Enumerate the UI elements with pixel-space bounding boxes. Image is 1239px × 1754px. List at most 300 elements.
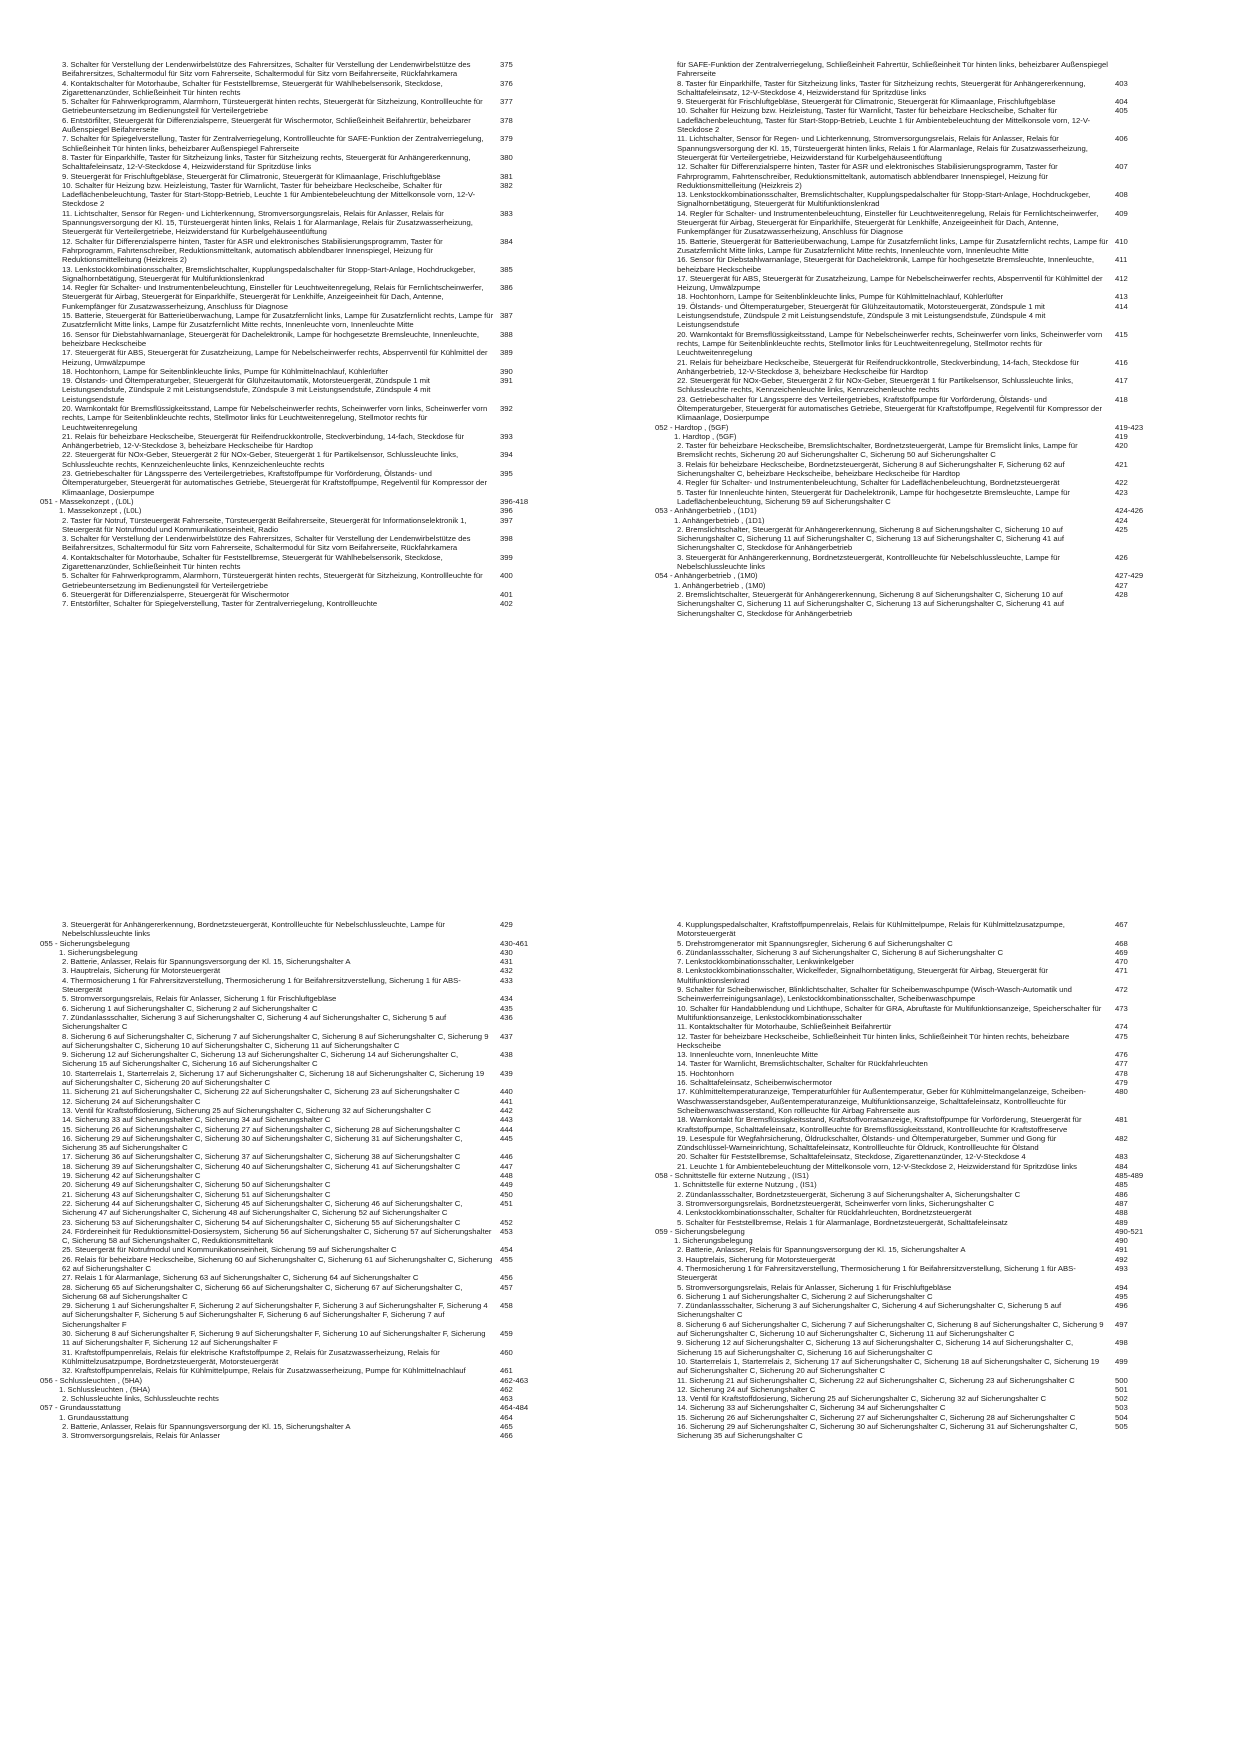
index-entry-row <box>655 1180 1201 1189</box>
index-entry-row <box>40 994 586 1003</box>
index-entry-row <box>40 265 586 284</box>
entry-text: 055 - Sicherungsbelegung <box>40 938 130 948</box>
entry-text: 2. Bremslichtschalter, Steuergerät für Anhängererkennung, Sicherung 8 auf Sicherungshalter C, Sicherung 10 auf Sicherungshalter C, Sicherung 11 auf Sicherungshalter C, Sicherung 13 auf Sicherungshalter C, Sicherung 41 auf Sicherungshalter C, Steckdose für Anhängerbetrieb <box>677 524 1065 553</box>
entry-text: 2. Batterie, Anlasser, Relais für Spannungsversorgung der Kl. 15, Sicherungshalter A <box>677 1245 966 1255</box>
index-entry-row <box>40 920 586 939</box>
entry-page-number: 451 <box>500 1198 513 1208</box>
entry-text: 2. Batterie, Anlasser, Relais für Spannungsversorgung der Kl. 15, Sicherungshalter A <box>62 957 351 967</box>
entry-page-number: 406 <box>1115 134 1128 144</box>
entry-page-number: 473 <box>1115 1003 1128 1013</box>
entry-page-number: 417 <box>1115 376 1128 386</box>
entry-text: 13. Innenleuchte vorn, Innenleuchte Mitte <box>677 1050 819 1060</box>
section-heading-row <box>655 506 1201 515</box>
entry-page-number: 429 <box>500 920 513 929</box>
entry-text: 13. Ventil für Kraftstoffdosierung, Sicherung 25 auf Sicherungshalter C, Sicherung 32 auf Sicherungshalter C <box>677 1394 1047 1404</box>
entry-text: 5. Drehstromgenerator mit Spannungsregler, Sicherung 6 auf Sicherungshalter C <box>677 938 953 948</box>
index-entry-row <box>655 590 1201 618</box>
index-entry-row <box>40 181 586 209</box>
entry-text: 20. Warnkontakt für Bremsflüssigkeitsstand, Lampe für Nebelscheinwerfer rechts, Scheinwerfer vorn links, Scheinwerfer vorn rechts, Lampe für Seitenblinkleuchte rechts, Stellmotor links für Leuchtweitenregelung, Stellmotor rechts für Leuchtweitenregelung <box>62 403 488 432</box>
entry-text: 16. Sicherung 29 auf Sicherungshalter C, Sicherung 30 auf Sicherungshalter C, Sicherung 31 auf Sicherungshalter C, Sicherung 35 auf Sicherungshalter C <box>62 1133 463 1153</box>
entry-page-number: 446 <box>500 1152 513 1162</box>
section-heading-row <box>655 1171 1201 1180</box>
index-entry-row <box>40 1180 586 1189</box>
index-entry-row <box>40 311 586 330</box>
entry-page-number: 497 <box>1115 1319 1128 1329</box>
index-entry-row <box>40 1069 586 1088</box>
entry-page-number: 471 <box>1115 966 1128 976</box>
entry-text: 9. Sicherung 12 auf Sicherungshalter C, Sicherung 13 auf Sicherungshalter C, Sicherung 14 auf Sicherungshalter C, Sicherung 15 auf Sicherungshalter C, Sicherung 16 auf Sicherungshalter C <box>677 1338 1074 1357</box>
entry-page-number: 447 <box>500 1161 513 1171</box>
entry-text: 059 - Sicherungsbelegung <box>655 1226 745 1236</box>
entry-text: 29. Sicherung 1 auf Sicherungshalter F, Sicherung 2 auf Sicherungshalter F, Sicherung 3 auf Sicherungshalter F, Sicherung 4 auf Sicherungshalter F, Sicherung 5 auf Sicherungshalter F, Sicherung 6 auf Sicherungshalter F, Sicherung 7 auf Sicherungshalter F <box>62 1301 488 1329</box>
entry-page-number: 472 <box>1115 985 1128 995</box>
entry-page-number: 456 <box>500 1273 513 1283</box>
index-entry-row <box>40 330 586 349</box>
entry-text: 4. Lenkstockkombinationsschalter, Schalter für Rückfahrleuchten, Bordnetzsteuergerät <box>677 1208 972 1218</box>
entry-text: 6. Zündanlassschalter, Sicherung 3 auf Sicherungshalter C, Sicherung 8 auf Sicherungshalter C <box>677 947 1004 957</box>
entry-page-number: 420 <box>1115 441 1128 451</box>
index-entry-row <box>40 1152 586 1161</box>
index-entry-row <box>40 1013 586 1032</box>
entry-page-number: 393 <box>500 431 513 441</box>
entry-text: 2. Schlussleuchte links, Schlussleuchte rechts <box>62 1394 219 1404</box>
index-entry-row <box>40 534 586 553</box>
entry-page-number: 414 <box>1115 301 1128 311</box>
index-entry-row <box>655 1022 1201 1031</box>
index-entry-row <box>40 1385 586 1394</box>
entry-page-number: 486 <box>1115 1189 1128 1199</box>
entry-text: 053 - Anhängerbetrieb , (1D1) <box>655 506 757 516</box>
entry-text: 17. Steuergerät für ABS, Steuergerät für Zusatzheizung, Lampe für Nebelscheinwerfer rechts, Absperrventil für Kühlmittel der Heizung, Umwälzpumpe <box>677 273 1103 293</box>
entry-text: 8. Sicherung 6 auf Sicherungshalter C, Sicherung 7 auf Sicherungshalter C, Sicherung 8 auf Sicherungshalter C, Sicherung 9 auf Sicherungshalter C, Sicherung 10 auf Sicherungshalter C, Sicherung 11 auf Sicherungshalter C <box>677 1319 1104 1339</box>
entry-page-number: 483 <box>1115 1152 1128 1162</box>
entry-page-number: 410 <box>1115 236 1128 246</box>
entry-page-number: 380 <box>500 152 513 162</box>
entry-page-number: 389 <box>500 348 513 358</box>
index-entry-row <box>655 1264 1201 1283</box>
entry-text: 32. Kraftstoffpumpenrelais, Relais für Kühlmittelpumpe, Relais für Zusatzwasserheizung, Pumpe für Kühlmittelnachlauf <box>62 1366 466 1376</box>
entry-text: 16. Sensor für Diebstahlwarnanlage, Steuergerät für Dachelektronik, Lampe für hochgesetzte Bremsleuchte, Innenleuchte, beheizbare Heckscheibe <box>62 329 480 348</box>
index-entry-row <box>40 957 586 966</box>
index-entry-row <box>655 1422 1201 1441</box>
index-entry-row <box>40 1004 586 1013</box>
entry-page-number: 390 <box>500 366 513 376</box>
entry-text: 15. Batterie, Steuergerät für Batterieüberwachung, Lampe für Zusatzfernlicht links, Lampe für Zusatzfernlicht rechts, Lampe für Zusatzfernlicht Mitte links, Lampe für Zusatzfernlicht Mitte rechts, Innenleuchte vorn, Innenleuchte Mitte <box>677 236 1109 255</box>
index-entry-row <box>40 237 586 265</box>
section-heading-row <box>655 1227 1201 1236</box>
entry-page-number: 476 <box>1115 1050 1128 1060</box>
entry-text: 28. Sicherung 65 auf Sicherungshalter C, Sicherung 66 auf Sicherungshalter C, Sicherung 67 auf Sicherungshalter C, Sicherung 68 auf Sicherungshalter C <box>62 1282 463 1301</box>
index-entry-row <box>40 209 586 237</box>
index-entry-row <box>40 79 586 98</box>
entry-page-number: 502 <box>1115 1394 1128 1404</box>
entry-page-number: 378 <box>500 115 513 125</box>
entry-page-number: 431 <box>500 957 513 967</box>
index-entry-row <box>655 1338 1201 1357</box>
entry-page-number: 430-461 <box>500 938 529 948</box>
entry-page-number: 457 <box>500 1282 513 1292</box>
entry-page-number: 424 <box>1115 515 1128 525</box>
entry-page-number: 462-463 <box>500 1375 529 1385</box>
entry-page-number: 399 <box>500 552 513 562</box>
entry-page-number: 496 <box>1115 1301 1128 1311</box>
index-entry-row <box>40 172 586 181</box>
entry-page-number: 480 <box>1115 1087 1128 1097</box>
index-entry-row <box>655 209 1201 237</box>
entry-text: 5. Taster für Innenleuchte hinten, Steuergerät für Dachelektronik, Lampe für hochgesetzte Bremsleuchte, Lampe für Ladeflächenbeleuchtung, Sicherung 59 auf Sicherungshalter C <box>677 487 1070 506</box>
entry-text: 20. Schalter für Feststellbremse, Schalttafeleinsatz, Steckdose, Zigarettenanzünder, 12-V-Steckdose 4 <box>677 1152 1026 1162</box>
index-entry-row <box>655 1292 1201 1301</box>
entry-page-number: 467 <box>1115 920 1128 929</box>
entry-page-number: 386 <box>500 283 513 293</box>
entry-page-number: 423 <box>1115 487 1128 497</box>
entry-page-number: 424-426 <box>1115 506 1144 516</box>
entry-page-number: 477 <box>1115 1059 1128 1069</box>
entry-page-number: 384 <box>500 236 513 246</box>
entry-page-number: 443 <box>500 1115 513 1125</box>
entry-text: 19. Ölstands- und Öltemperaturgeber, Steuergerät für Glühzeitautomatik, Motorsteuergerät, Zündspule 1 mit Leistungsendstufe, Zündspule 2 mit Leistungsendstufe, Zündspule 3 mit Leistungsendstufe, Zündspule 4 mit Leistungsendstufe <box>62 376 431 404</box>
section-heading-row <box>655 571 1201 580</box>
index-entry-row <box>655 376 1201 395</box>
index-entry-row <box>655 1152 1201 1161</box>
entry-page-number: 478 <box>1115 1068 1128 1078</box>
entry-page-number: 433 <box>500 975 513 985</box>
entry-text: 2. Taster für Notruf, Türsteuergerät Fahrerseite, Türsteuergerät Beifahrerseite, Steuergerät für Informationselektronik 1, Steuergerät für Notrufmodul und Kommunikationseinheit, Radio <box>62 515 467 534</box>
entry-text: 26. Relais für beheizbare Heckscheibe, Sicherung 60 auf Sicherungshalter C, Sicherung 61 auf Sicherungshalter C, Sicherung 62 auf Sicherungshalter C <box>62 1254 493 1273</box>
index-entry-row <box>655 255 1201 274</box>
entry-page-number: 437 <box>500 1031 513 1041</box>
entry-page-number: 462 <box>500 1384 513 1394</box>
index-entry-row <box>40 1366 586 1375</box>
entry-text: 2. Zündanlassschalter, Bordnetzsteuergerät, Sicherung 3 auf Sicherungshalter A, Sicherungshalter C <box>677 1189 1021 1199</box>
entry-text: 12. Schalter für Differenzialsperre hinten, Taster für ASR und elektronisches Stabilisierungsprogramm, Taster für Fahrprogramm, Fahrtenschreiber, Reduktionsmitteltank, automatisch abblendbarer Innenspiegel, Heizung für Reduktionsmittelleitung (Heizkreis 2) <box>677 162 1058 190</box>
entry-text: 052 - Hardtop , (5GF) <box>655 422 729 432</box>
entry-text: 10. Starterrelais 1, Starterrelais 2, Sicherung 17 auf Sicherungshalter C, Sicherung 18 auf Sicherungshalter C, Sicherung 19 auf Sicherungshalter C, Sicherung 20 auf Sicherungshalter C <box>62 1068 485 1088</box>
index-entry-row <box>655 1403 1201 1412</box>
index-entry-row <box>40 1218 586 1227</box>
entry-text: 1. Sicherungsbelegung <box>59 947 138 957</box>
entry-page-number: 426 <box>1115 552 1128 562</box>
entry-text: 30. Sicherung 8 auf Sicherungshalter F, Sicherung 9 auf Sicherungshalter F, Sicherung 10 auf Sicherungshalter F, Sicherung 11 auf Sicherungshalter F, Sicherung 12 auf Sicherungshalter F <box>62 1329 486 1348</box>
entry-page-number: 490-521 <box>1115 1226 1144 1236</box>
entry-page-number: 479 <box>1115 1078 1128 1088</box>
entry-text: 11. Kontaktschalter für Motorhaube, Schließeinheit Beifahrertür <box>677 1022 892 1032</box>
entry-page-number: 466 <box>500 1431 513 1441</box>
entry-page-number: 432 <box>500 966 513 976</box>
entry-page-number: 398 <box>500 534 513 544</box>
index-entry-row <box>655 516 1201 525</box>
entry-text: 17. Kühlmitteltemperaturanzeige, Temperaturfühler für Außentemperatur, Geber für Kühlmittelmangelanzeige, Scheiben-Waschwasserstandsgeber, Außentemperaturanzeige, Multifunktionsanzeige, Schalttafeleinsatz, Kontrollleuchte für Scheibenwaschwasserstand, Kon rollleuchte für Airbag Fahrerseite aus <box>677 1087 1086 1115</box>
entry-page-number: 425 <box>1115 524 1128 534</box>
index-entry-row <box>655 162 1201 190</box>
entry-text: 6. Steuergerät für Differenzialsperre, Steuergerät für Wischermotor <box>62 589 290 599</box>
entry-page-number: 383 <box>500 208 513 218</box>
entry-page-number: 495 <box>1115 1291 1128 1301</box>
index-entry-row <box>655 948 1201 957</box>
index-entry-row <box>655 97 1201 106</box>
entry-text: 20. Sicherung 49 auf Sicherungshalter C, Sicherung 50 auf Sicherungshalter C <box>62 1180 331 1190</box>
index-entry-row <box>655 1162 1201 1171</box>
entry-text: 18. Warnkontakt für Bremsflüssigkeitsstand, Kraftstoffvorratsanzeige, Kraftstoffpumpe für Vorförderung, Steuergerät für Kraftstoffpumpe, Schalttafeleinsatz, Kontrollleuchte für Bremsflüssigkeitsstand, Kontrollleuchte für Kraftstoffreserve <box>677 1115 1082 1134</box>
entry-text: 3. Stromversorgungsrelais, Bordnetzsteuergerät, Scheinwerfer vorn links, Sicherungshalter C <box>677 1198 995 1208</box>
index-entry-row <box>655 1087 1201 1115</box>
index-entry-row <box>40 506 586 515</box>
entry-page-number: 464 <box>500 1412 513 1422</box>
entry-page-number: 460 <box>500 1347 513 1357</box>
entry-text: 7. Zündanlassschalter, Sicherung 3 auf Sicherungshalter C, Sicherung 4 auf Sicherungshalter C, Sicherung 5 auf Sicherungshalter C <box>677 1301 1062 1320</box>
entry-page-number: 489 <box>1115 1217 1128 1227</box>
index-entry-row <box>40 1245 586 1254</box>
index-entry-row <box>40 1431 586 1440</box>
entry-page-number: 453 <box>500 1226 513 1236</box>
entry-page-number: 382 <box>500 180 513 190</box>
index-entry-row <box>655 1376 1201 1385</box>
index-entry-row <box>40 1050 586 1069</box>
entry-page-number: 379 <box>500 134 513 144</box>
entry-text: 5. Schalter für Fahrwerkprogramm, Alarmhorn, Türsteuergerät hinten rechts, Steuergerät für Sitzheizung, Kontrollleuchte für Getriebeuntersetzung im Bedienungsteil für Verteilergetriebe <box>62 97 483 116</box>
entry-text: 4. Kontaktschalter für Motorhaube, Schalter für Feststellbremse, Steuergerät für Wählhebelsensorik, Steckdose, Zigarettenanzünder, Schließeinheit Tür hinten rechts <box>62 78 443 97</box>
entry-page-number: 377 <box>500 97 513 107</box>
entry-text: 21. Leuchte 1 für Ambientebeleuchtung der Mittelkonsole vorn, 12-V-Steckdose 2, Heizwiderstand für Spritzdüse links <box>677 1161 1077 1171</box>
index-entry-row <box>655 1320 1201 1339</box>
entry-text: 12. Sicherung 24 auf Sicherungshalter C <box>62 1096 201 1106</box>
entry-page-number: 405 <box>1115 106 1128 116</box>
entry-text: 6. Sicherung 1 auf Sicherungshalter C, Sicherung 2 auf Sicherungshalter C <box>677 1291 933 1301</box>
entry-text: 10. Schalter für Heizung bzw. Heizleistung, Taster für Warnlicht, Taster für beheizbare Heckscheibe, Schalter für Ladeflächenbeleuchtung, Taster für Start-Stopp-Betrieb, Leuchte 1 für Ambientebeleuchtung der Mittelkonsole vorn, 12-V-Steckdose 2 <box>677 106 1091 135</box>
entry-text: 3. Schalter für Verstellung der Lendenwirbelstütze des Fahrersitzes, Schalter für Verstellung der Lendenwirbelstütze des Beifahrersitzes, Schaltermodul für Sitz vorn Fahrerseite, Schaltermodul für Sitz vorn Beifahrerseite, Rückfahrkamera <box>62 534 471 553</box>
entry-page-number: 444 <box>500 1124 513 1134</box>
entry-text: 5. Stromversorgungsrelais, Relais für Anlasser, Sicherung 1 für Frischluftgebläse <box>62 994 337 1004</box>
entry-page-number: 435 <box>500 1003 513 1013</box>
entry-page-number: 465 <box>500 1422 513 1432</box>
index-entry-row <box>655 1059 1201 1068</box>
entry-page-number: 427 <box>1115 580 1128 590</box>
index-entry-row <box>40 367 586 376</box>
entry-page-number: 428 <box>1115 589 1128 599</box>
entry-text: 22. Sicherung 44 auf Sicherungshalter C, Sicherung 45 auf Sicherungshalter C, Sicherung 46 auf Sicherungshalter C, Sicherung 47 auf Sicherungshalter C, Sicherung 48 auf Sicherungshalter C, Sicherung 52 auf Sicherungshalter C <box>62 1198 463 1218</box>
entry-page-number: 474 <box>1115 1022 1128 1032</box>
entry-page-number: 391 <box>500 376 513 386</box>
index-entry-row <box>40 134 586 153</box>
entry-page-number: 490 <box>1115 1236 1128 1246</box>
entry-text: 9. Steuergerät für Frischluftgebläse, Steuergerät für Climatronic, Steuergerät für Klimaanlage, Frischluftgebläse <box>62 171 441 181</box>
entry-text: 5. Schalter für Fahrwerkprogramm, Alarmhorn, Türsteuergerät hinten rechts, Steuergerät für Sitzheizung, Kontrollleuchte für Getriebeuntersetzung im Bedienungsteil für Verteilergetriebe <box>62 571 483 590</box>
entry-text: 19. Ölstands- und Öltemperaturgeber, Steuergerät für Glühzeitautomatik, Motorsteuergerät, Zündspule 1 mit Leistungsendstufe, Zündspule 2 mit Leistungsendstufe, Zündspule 3 mit Leistungsendstufe, Zündspule 4 mit Leistungsendstufe <box>677 301 1046 330</box>
entry-text: 4. Kupplungspedalschalter, Kraftstoffpumpenrelais, Relais für Kühlmittelpumpe, Relais für Kühlmittelzusatzpumpe, Motorsteuergerät <box>677 920 1065 939</box>
entry-page-number: 482 <box>1115 1133 1128 1143</box>
entry-page-number: 392 <box>500 403 513 413</box>
entry-page-number: 488 <box>1115 1208 1128 1218</box>
index-entry-row <box>655 1134 1201 1153</box>
entry-text: 6. Entstörfilter, Steuergerät für Differenzialsperre, Steuergerät für Wischermotor, Schließeinheit Beifahrertür, beheizbarer Außenspiegel Beifahrerseite <box>62 115 471 135</box>
entry-page-number: 409 <box>1115 208 1128 218</box>
entry-page-number: 394 <box>500 450 513 460</box>
entry-page-number: 485 <box>1115 1180 1128 1190</box>
entry-text: 4. Regler für Schalter- und Instrumentenbeleuchtung, Schalter für Ladeflächenbeleuchtung, Bordnetzsteuergerät <box>677 478 1060 488</box>
index-entry-row <box>655 190 1201 209</box>
entry-text: 3. Relais für beheizbare Heckscheibe, Bordnetzsteuergerät, Sicherung 8 auf Sicherungshalter F, Sicherung 62 auf Sicherungshalter C, beheizbare Heckscheibe, beheizbare Heckscheibe für Hardtop <box>677 459 1065 479</box>
entry-page-number: 438 <box>500 1050 513 1060</box>
entry-text: 1. Grundausstattung <box>59 1412 129 1422</box>
index-entry-row <box>655 1255 1201 1264</box>
index-entry-row <box>40 116 586 135</box>
entry-text: 14. Regler für Schalter- und Instrumentenbeleuchtung, Einsteller für Leuchtweitenregelung, Relais für Fernlichtscheinwerfer, Steuergerät für Airbag, Steuergerät für Einparkhilfe, Steuergerät für Lenkhilfe, Anzeigeeinheit für Dach, Antenne, Funkempfänger für Zusatzwasserheizung, Anschluss für Diagnose <box>677 208 1099 237</box>
index-entry-row <box>40 948 586 957</box>
entry-page-number: 499 <box>1115 1356 1128 1366</box>
entry-text: 058 - Schnittstelle für externe Nutzung , (IS1) <box>655 1171 809 1181</box>
entry-page-number: 503 <box>1115 1403 1128 1413</box>
entry-text: 3. Steuergerät für Anhängererkennung, Bordnetzsteuergerät, Kontrollleuchte für Nebelschlussleuchte, Lampe für Nebelschlussleuchte links <box>677 552 1060 572</box>
index-entry-row <box>40 153 586 172</box>
entry-text: 11. Lichtschalter, Sensor für Regen- und Lichterkennung, Stromversorgungsrelais, Relais für Anlasser, Relais für Spannungsversorgung der Kl. 15, Türsteuergerät hinten links, Relais 1 für Alarmanlage, Relais für Zusatzwasserheizung, Steuergerät für Verteilergetriebe, Heizwiderstand für Kurbelgehäuseentlüftung <box>62 208 473 237</box>
entry-page-number: 501 <box>1115 1384 1128 1394</box>
entry-page-number: 455 <box>500 1254 513 1264</box>
entry-text: 10. Schalter für Heizung bzw. Heizleistung, Taster für Warnlicht, Taster für beheizbare Heckscheibe, Schalter für Ladeflächenbeleuchtung, Taster für Start-Stopp-Betrieb, Leuchte 1 für Ambientebeleuchtung der Mittelkonsole vorn, 12-V-Steckdose 2 <box>62 180 476 209</box>
entry-text: 1. Schlussleuchten , (5HA) <box>59 1384 151 1394</box>
entry-page-number: 403 <box>1115 78 1128 88</box>
index-entry-row <box>655 441 1201 460</box>
entry-page-number: 485-489 <box>1115 1171 1144 1181</box>
index-page-bottom-right <box>655 920 1201 1640</box>
entry-text: 23. Sicherung 53 auf Sicherungshalter C, Sicherung 54 auf Sicherungshalter C, Sicherung 55 auf Sicherungshalter C <box>62 1217 461 1227</box>
entry-text: 10. Starterrelais 1, Starterrelais 2, Sicherung 17 auf Sicherungshalter C, Sicherung 18 auf Sicherungshalter C, Sicherung 19 auf Sicherungshalter C, Sicherung 20 auf Sicherungshalter C <box>677 1356 1100 1376</box>
index-entry-row <box>655 920 1201 939</box>
entry-page-number: 396 <box>500 506 513 516</box>
entry-text: 16. Sensor für Diebstahlwarnanlage, Steuergerät für Dachelektronik, Lampe für hochgesetzte Bremsleuchte, Innenleuchte, beheizbare Heckscheibe <box>677 255 1095 274</box>
entry-page-number: 395 <box>500 469 513 479</box>
entry-page-number: 375 <box>500 60 513 69</box>
entry-page-number: 387 <box>500 311 513 321</box>
entry-text: 7. Entstörfilter, Schalter für Spiegelverstellung, Taster für Zentralverriegelung, Kontrollleuchte <box>62 599 378 609</box>
entry-text: 6. Sicherung 1 auf Sicherungshalter C, Sicherung 2 auf Sicherungshalter C <box>62 1003 318 1013</box>
entry-text: 31. Kraftstoffpumpenrelais, Relais für elektrische Kraftstoffpumpe 2, Relais für Zusatzwasserheizung, Relais für Kühlmittelzusatzpumpe, Bordnetzsteuergerät, Motorsteuergerät <box>62 1347 440 1366</box>
index-entry-row <box>655 957 1201 966</box>
index-entry-row <box>655 237 1201 256</box>
index-entry-row <box>655 1078 1201 1087</box>
index-entry-row <box>40 97 586 116</box>
entry-page-number: 468 <box>1115 938 1128 948</box>
entry-text: 1. Sicherungsbelegung <box>674 1236 753 1246</box>
index-entry-row <box>40 1348 586 1367</box>
entry-page-number: 385 <box>500 264 513 274</box>
entry-text: 4. Thermosicherung 1 für Fahrersitzverstellung, Thermosicherung 1 für Beifahrersitzverstellung, Sicherung 1 für ABS-Steuergerät <box>677 1263 1076 1283</box>
entry-text: 4. Kontaktschalter für Motorhaube, Schalter für Feststellbremse, Steuergerät für Wählhebelsensorik, Steckdose, Zigarettenanzünder, Schließeinheit Tür hinten rechts <box>62 552 443 572</box>
entry-page-number: 388 <box>500 329 513 339</box>
section-heading-row <box>40 1376 586 1385</box>
entry-text: 15. Sicherung 26 auf Sicherungshalter C, Sicherung 27 auf Sicherungshalter C, Sicherung 28 auf Sicherungshalter C <box>677 1412 1076 1422</box>
entry-page-number: 448 <box>500 1171 513 1181</box>
index-entry-row <box>655 478 1201 487</box>
entry-text: 10. Schalter für Handabblendung und Lichthupe, Schalter für GRA, Abruftaste für Multifunktionsanzeige, Speicherschalter für Multifunktionsanzeige, Lenkstockkombinationsschalter <box>677 1003 1102 1022</box>
index-entry-row <box>655 1301 1201 1320</box>
index-entry-row <box>40 1413 586 1422</box>
index-entry-row <box>655 1245 1201 1254</box>
entry-page-number: 491 <box>1115 1245 1128 1255</box>
index-entry-row <box>40 1032 586 1051</box>
index-entry-row <box>40 283 586 311</box>
entry-text: 3. Hauptrelais, Sicherung für Motorsteuergerät <box>677 1254 836 1264</box>
entry-text: 3. Steuergerät für Anhängererkennung, Bordnetzsteuergerät, Kontrollleuchte für Nebelschlussleuchte, Lampe für Nebelschlussleuchte links <box>62 920 445 939</box>
entry-text: 21. Relais für beheizbare Heckscheibe, Steuergerät für Reifendruckkontrolle, Steckverbindung, 14-fach, Steckdose für Anhängerbetrieb, 12-V-Steckdose 3, beheizbare Heckscheibe für Hardtop <box>62 431 465 451</box>
index-entry-row <box>40 1125 586 1134</box>
index-entry-row <box>40 376 586 404</box>
entry-page-number: 421 <box>1115 459 1128 469</box>
entry-text: 3. Schalter für Verstellung der Lendenwirbelstütze des Fahrersitzes, Schalter für Verstellung der Lendenwirbelstütze des Beifahrersitzes, Schaltermodul für Sitz vorn Fahrerseite, Schaltermodul für Sitz vorn Beifahrerseite, Rückfahrkamera <box>62 60 471 79</box>
entry-page-number: 416 <box>1115 357 1128 367</box>
entry-text: 24. Fördereinheit für Reduktionsmittel-Dosiersystem, Sicherung 56 auf Sicherungshalter C, Sicherung 57 auf Sicherungshalter C, Sicherung 58 auf Sicherungshalter C, Reduktionsmitteltank <box>62 1226 492 1246</box>
index-entry-row <box>655 1394 1201 1403</box>
entry-page-number <box>1115 60 1195 79</box>
entry-page-number: 469 <box>1115 947 1128 957</box>
entry-text: 13. Lenkstockkombinationsschalter, Bremslichtschalter, Kupplungspedalschalter für Stopp-Start-Anlage, Hochdruckgeber, Signalhornbetätigung, Steuergerät für Multifunktionslenkrad <box>677 190 1091 209</box>
section-heading-row <box>40 939 586 948</box>
entry-text: 8. Taster für Einparkhilfe, Taster für Sitzheizung links, Taster für Sitzheizung rechts, Steuergerät für Anhängererkennung, Schalttafeleinsatz, 12-V-Steckdose 4, Heizwiderstand für Spritzdüse links <box>677 78 1086 97</box>
entry-page-number: 505 <box>1115 1422 1128 1432</box>
entry-page-number: 396-418 <box>500 496 529 506</box>
index-entry-row <box>40 404 586 432</box>
index-entry-row <box>655 274 1201 293</box>
entry-page-number: 504 <box>1115 1412 1128 1422</box>
entry-text: 7. Lenkstockkombinationsschalter, Lenkwinkelgeber <box>677 957 854 967</box>
index-entry-row <box>655 1413 1201 1422</box>
index-entry-row <box>40 1273 586 1282</box>
entry-text: 3. Stromversorgungsrelais, Relais für Anlasser <box>62 1431 221 1441</box>
index-entry-row <box>40 348 586 367</box>
entry-text: 4. Thermosicherung 1 für Fahrersitzverstellung, Thermosicherung 1 für Beifahrersitzverstellung, Sicherung 1 für ABS-Steuergerät <box>62 975 461 995</box>
index-entry-row <box>655 1218 1201 1227</box>
section-heading-row <box>40 497 586 506</box>
index-entry-row <box>655 1199 1201 1208</box>
entry-page-number: 419-423 <box>1115 422 1144 432</box>
index-page-bottom-left <box>40 920 586 1640</box>
entry-page-number: 454 <box>500 1245 513 1255</box>
index-entry-row <box>655 395 1201 423</box>
entry-page-number: 449 <box>500 1180 513 1190</box>
index-entry-row <box>40 1227 586 1246</box>
index-entry-row <box>655 939 1201 948</box>
entry-text: 8. Lenkstockkombinationsschalter, Wickelfeder, Signalhornbetätigung, Steuergerät für Airbag, Steuergerät für Multifunktionslenkrad <box>677 966 1048 985</box>
index-entry-row <box>40 553 586 572</box>
entry-page-number: 492 <box>1115 1254 1128 1264</box>
entry-page-number: 413 <box>1115 292 1128 302</box>
index-entry-row <box>40 590 586 599</box>
index-page-top-left <box>40 60 586 780</box>
index-entry-row <box>655 1208 1201 1217</box>
entry-text: 16. Sicherung 29 auf Sicherungshalter C, Sicherung 30 auf Sicherungshalter C, Sicherung 31 auf Sicherungshalter C, Sicherung 35 auf Sicherungshalter C <box>677 1422 1078 1441</box>
entry-text: 22. Steuergerät für NOx-Geber, Steuergerät 2 für NOx-Geber, Steuergerät 1 für Partikelsensor, Schlussleuchte links, Schlussleuchte rechts, Kennzeichenleuchte links, Kennzeichenleuchte rechts <box>677 376 1074 395</box>
entry-text: 7. Zündanlassschalter, Sicherung 3 auf Sicherungshalter C, Sicherung 4 auf Sicherungshalter C, Sicherung 5 auf Sicherungshalter C <box>62 1012 447 1032</box>
entry-page-number: 436 <box>500 1012 513 1022</box>
index-entry-row <box>655 488 1201 507</box>
entry-page-number: 381 <box>500 171 513 181</box>
entry-page-number: 458 <box>500 1301 513 1311</box>
entry-page-number: 430 <box>500 947 513 957</box>
index-entry-row <box>655 358 1201 377</box>
entry-text: 5. Stromversorgungsrelais, Relais für Anlasser, Sicherung 1 für Frischluftgebläse <box>677 1282 952 1292</box>
index-entry-row <box>40 450 586 469</box>
entry-text: 2. Taster für beheizbare Heckscheibe, Bremslichtschalter, Bordnetzsteuergerät, Lampe für Bremslicht links, Lampe für Bremslicht rechts, Sicherung 20 auf Sicherungshalter C, Sicherung 50 auf Sicherungshalter C <box>677 441 1078 460</box>
index-entry-row <box>655 460 1201 479</box>
index-entry-row <box>655 1283 1201 1292</box>
entry-text: 1. Massekonzept , (L0L) <box>59 506 142 516</box>
entry-page-number: 439 <box>500 1068 513 1078</box>
index-entry-row <box>655 79 1201 98</box>
entry-page-number: 494 <box>1115 1282 1128 1292</box>
entry-text: 8. Sicherung 6 auf Sicherungshalter C, Sicherung 7 auf Sicherungshalter C, Sicherung 8 auf Sicherungshalter C, Sicherung 9 auf Sicherungshalter C, Sicherung 10 auf Sicherungshalter C, Sicherung 11 auf Sicherungshalter C <box>62 1031 489 1050</box>
index-page-top-right <box>655 60 1201 780</box>
index-entry-row <box>655 1115 1201 1134</box>
entry-text: 5. Schalter für Feststellbremse, Relais 1 für Alarmanlage, Bordnetzsteuergerät, Schalttafeleinsatz <box>677 1217 1008 1227</box>
